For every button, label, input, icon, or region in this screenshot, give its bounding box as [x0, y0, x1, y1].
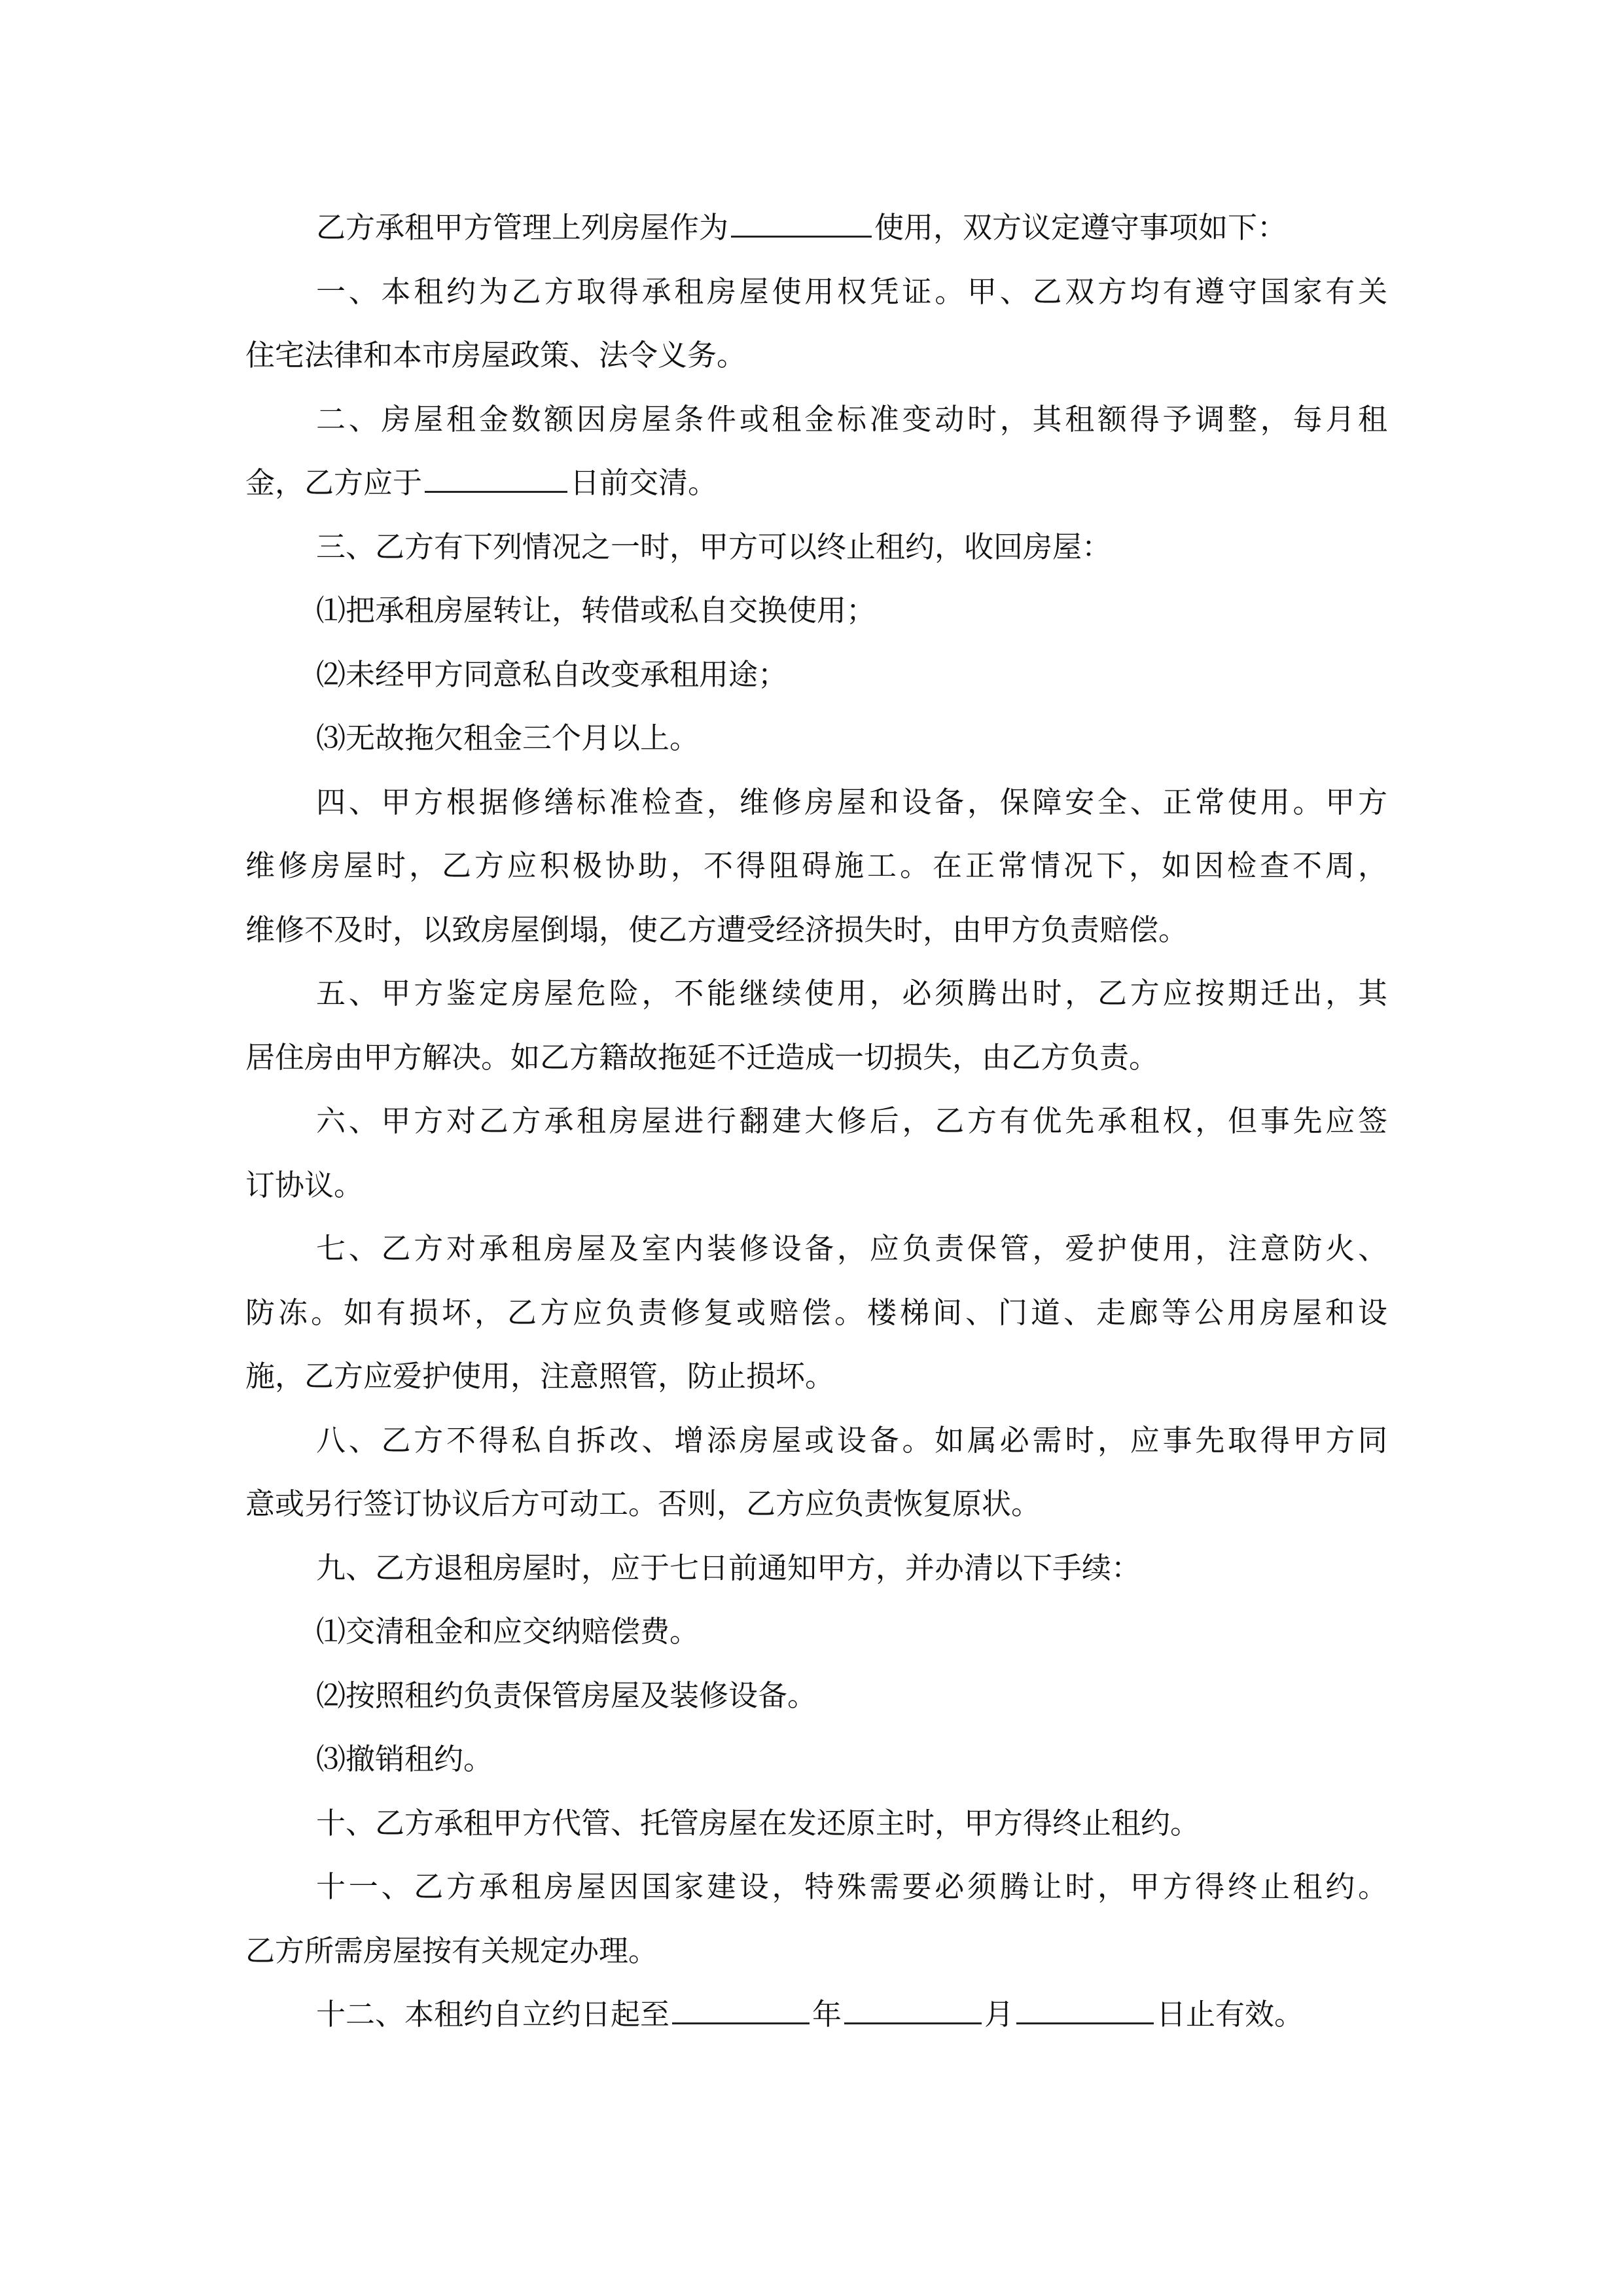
clause-2-text-before: 金，乙方应于: [245, 465, 423, 500]
clause-8-line-1: 八、乙方不得私自拆改、增添房屋或设备。如属必需时，应事先取得甲方同: [316, 1423, 1387, 1458]
clause-7-line-2: 防冻。如有损坏，乙方应负责修复或赔偿。楼梯间、门道、走廊等公用房屋和设: [245, 1295, 1387, 1330]
clause-4-line-2: 维修房屋时，乙方应积极协助，不得阻碍施工。在正常情况下，如因检查不周，: [245, 848, 1387, 883]
clause-2-line-2: [245, 457, 1387, 509]
clause-1-line-2: 住宅法律和本市房屋政策、法令义务。: [245, 338, 747, 372]
clause-4-line-1: 四、甲方根据修缮标准检查，维修房屋和设备，保障安全、正常使用。甲方: [316, 785, 1387, 819]
clause-1-line-1: 一、本租约为乙方取得承租房屋使用权凭证。甲、乙双方均有遵守国家有关: [316, 274, 1387, 309]
payment-day-blank[interactable]: [425, 461, 567, 493]
clause-4-line-3: 维修不及时，以致房屋倒塌，使乙方遭受经济损失时，由甲方负责赔偿。: [245, 912, 1188, 947]
clause-11-line-1: 十一、乙方承租房屋因国家建设，特殊需要必须腾让时，甲方得终止租约。: [316, 1869, 1387, 1904]
year-label: 年: [812, 1997, 842, 2032]
month-label: 月: [984, 1997, 1014, 2032]
usage-blank[interactable]: [731, 206, 872, 238]
clause-12-line: [245, 1988, 1387, 2041]
intro-line: [245, 202, 1387, 254]
clause-7-line-3: 施，乙方应爱护使用，注意照管，防止损坏。: [245, 1359, 835, 1393]
clause-7-line-1: 七、乙方对承租房屋及室内装修设备，应负责保管，爱护使用，注意防火、: [316, 1231, 1387, 1266]
clause-3-item-3: ⑶无故拖欠租金三个月以上。: [316, 721, 700, 755]
intro-text-before: 乙方承租甲方管理上列房屋作为: [316, 210, 729, 245]
end-month-blank[interactable]: [844, 1992, 982, 2024]
clause-9-heading: 九、乙方退租房屋时，应于七日前通知甲方，并办清以下手续：: [316, 1551, 1141, 1585]
clause-11-line-2: 乙方所需房屋按有关规定办理。: [245, 1933, 658, 1968]
clause-10-line: 十、乙方承租甲方代管、托管房屋在发还原主时，甲方得终止租约。: [316, 1806, 1200, 1840]
end-day-blank[interactable]: [1016, 1992, 1154, 2024]
clause-6-line-2: 订协议。: [245, 1168, 364, 1202]
clause-9-item-1: ⑴交清租金和应交纳赔偿费。: [316, 1614, 700, 1649]
clause-3-item-1: ⑴把承租房屋转让，转借或私自交换使用；: [316, 593, 876, 628]
clause-12-text-after: 日止有效。: [1156, 1997, 1304, 2032]
clause-5-line-1: 五、甲方鉴定房屋危险，不能继续使用，必须腾出时，乙方应按期迁出，其: [316, 976, 1387, 1011]
clause-9-item-3: ⑶撤销租约。: [316, 1742, 493, 1776]
clause-3-heading: 三、乙方有下列情况之一时，甲方可以终止租约，收回房屋：: [316, 529, 1112, 564]
clause-2-text-after: 日前交清。: [570, 465, 718, 500]
clause-2-line-1: 二、房屋租金数额因房屋条件或租金标准变动时，其租额得予调整，每月租: [316, 402, 1387, 437]
intro-text-after: 使用，双方议定遵守事项如下：: [874, 210, 1287, 245]
clause-6-line-1: 六、甲方对乙方承租房屋进行翻建大修后，乙方有优先承租权，但事先应签: [316, 1103, 1387, 1138]
clause-9-item-2: ⑵按照租约负责保管房屋及装修设备。: [316, 1678, 817, 1713]
clause-3-item-2: ⑵未经甲方同意私自改变承租用途；: [316, 657, 788, 692]
end-year-blank[interactable]: [672, 1992, 810, 2024]
clause-5-line-2: 居住房由甲方解决。如乙方籍故拖延不迁造成一切损失，由乙方负责。: [245, 1040, 1159, 1075]
clause-12-text-before: 十二、本租约自立约日起至: [316, 1997, 670, 2032]
clause-8-line-2: 意或另行签订协议后方可动工。否则，乙方应负责恢复原状。: [245, 1486, 1041, 1521]
